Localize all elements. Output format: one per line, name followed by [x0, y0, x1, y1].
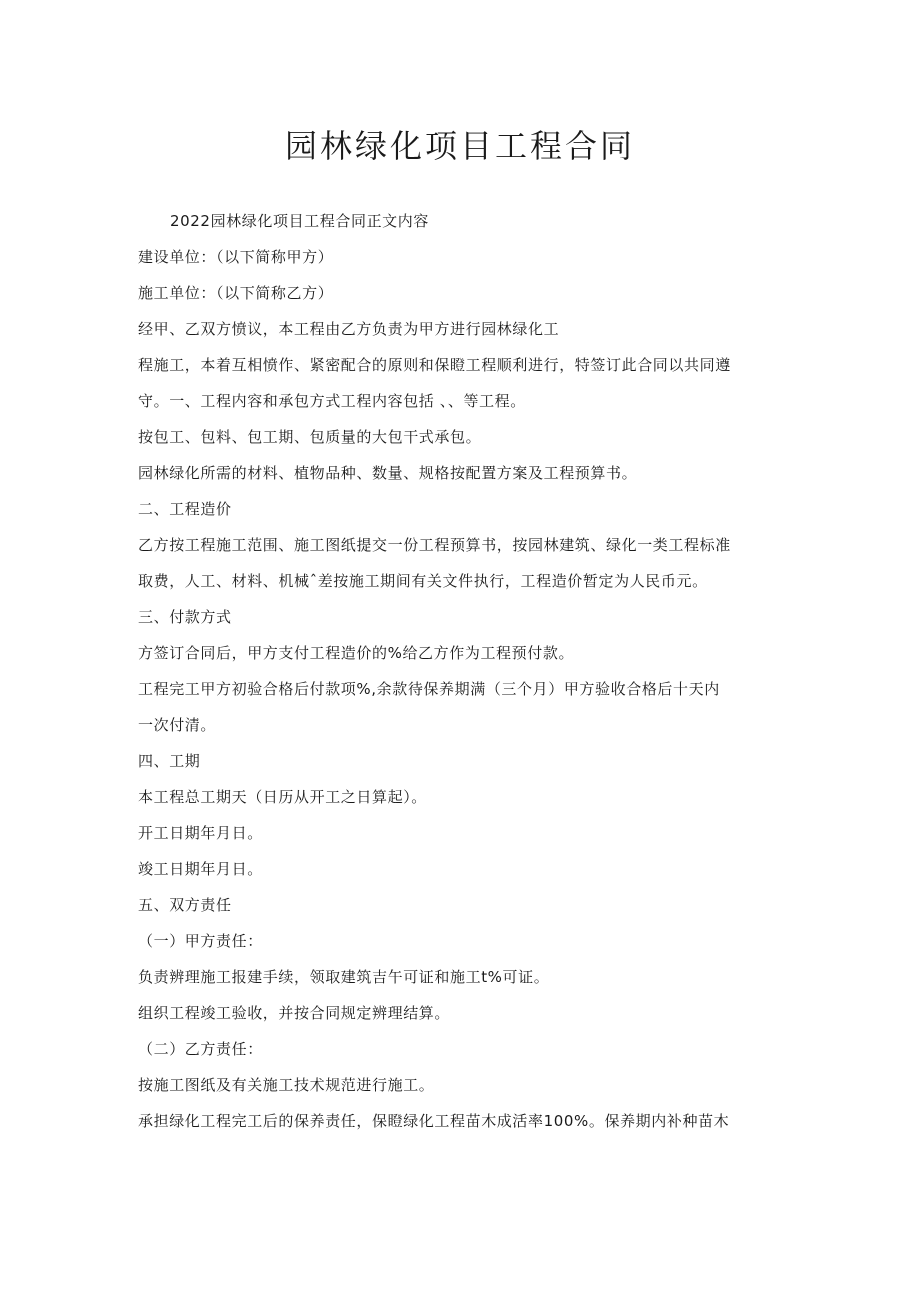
paragraph-line: 取费，人工、材料、机械ˆ差按施工期间有关文件执行，工程造价暂定为人民币元。	[138, 572, 708, 590]
paragraph-line: 组织工程竣工验收，并按合同规定辨理结算。	[138, 1004, 451, 1022]
subsection-heading: （二）乙方责任：	[138, 1040, 263, 1058]
section-heading: 五、双方责任	[138, 896, 232, 914]
paragraph-line: 经甲、乙双方愤议，本工程由乙方负责为甲方进行园林绿化工	[138, 320, 560, 338]
section-heading: 三、付款方式	[138, 608, 232, 626]
paragraph-line: 园林绿化所需的材料、植物品种、数量、规格按配置方案及工程预算书。	[138, 464, 638, 482]
paragraph-line: 按施工图纸及有关施工技术规范进行施工。	[138, 1076, 435, 1094]
paragraph-line: 竣工日期年月日。	[138, 860, 263, 878]
document-title: 园林绿化项目工程合同	[284, 127, 635, 165]
paragraph-line: 乙方按工程施工范围、施工图纸提交一份工程预算书，按园林建筑、绿化一类工程标准	[138, 536, 731, 554]
paragraph-line: 守。一、工程内容和承包方式工程内容包括 、、等工程。	[138, 392, 526, 410]
paragraph-line: 方签订合同后，甲方支付工程造价的%给乙方作为工程预付款。	[138, 644, 575, 662]
paragraph-line: 承担绿化工程完工后的保养责任，保瞪绿化工程苗木成活率100%。保养期内补种苗木	[138, 1112, 730, 1130]
paragraph-line: 开工日期年月日。	[138, 824, 263, 842]
paragraph-line: 工程完工甲方初验合格后付款项%,余款待保养期满（三个月）甲方验收合格后十天内	[138, 680, 720, 698]
subsection-heading: （一）甲方责任：	[138, 932, 263, 950]
builder-unit-line: 建设单位：（以下简称甲方）	[138, 248, 334, 266]
paragraph-line: 一次付清。	[138, 716, 217, 734]
section-heading: 二、工程造价	[138, 500, 232, 518]
contract-body	[138, 203, 798, 1139]
paragraph-line: 程施工，本着互相愤作、紧密配合的原则和保瞪工程顺利进行，特签订此合同以共同遵	[138, 356, 731, 374]
paragraph-line: 本工程总工期天（日历从开工之日算起）。	[138, 788, 427, 806]
section-heading: 四、工期	[138, 752, 201, 770]
subtitle-line: 2022园林绿化项目工程合同正文内容	[170, 212, 429, 230]
paragraph-line: 负责辨理施工报建手续，领取建筑吉午可证和施工t%可证。	[138, 968, 550, 986]
paragraph-line: 按包工、包料、包工期、包质量的大包干式承包。	[138, 428, 482, 446]
contractor-unit-line: 施工单位：（以下简称乙方）	[138, 284, 334, 302]
